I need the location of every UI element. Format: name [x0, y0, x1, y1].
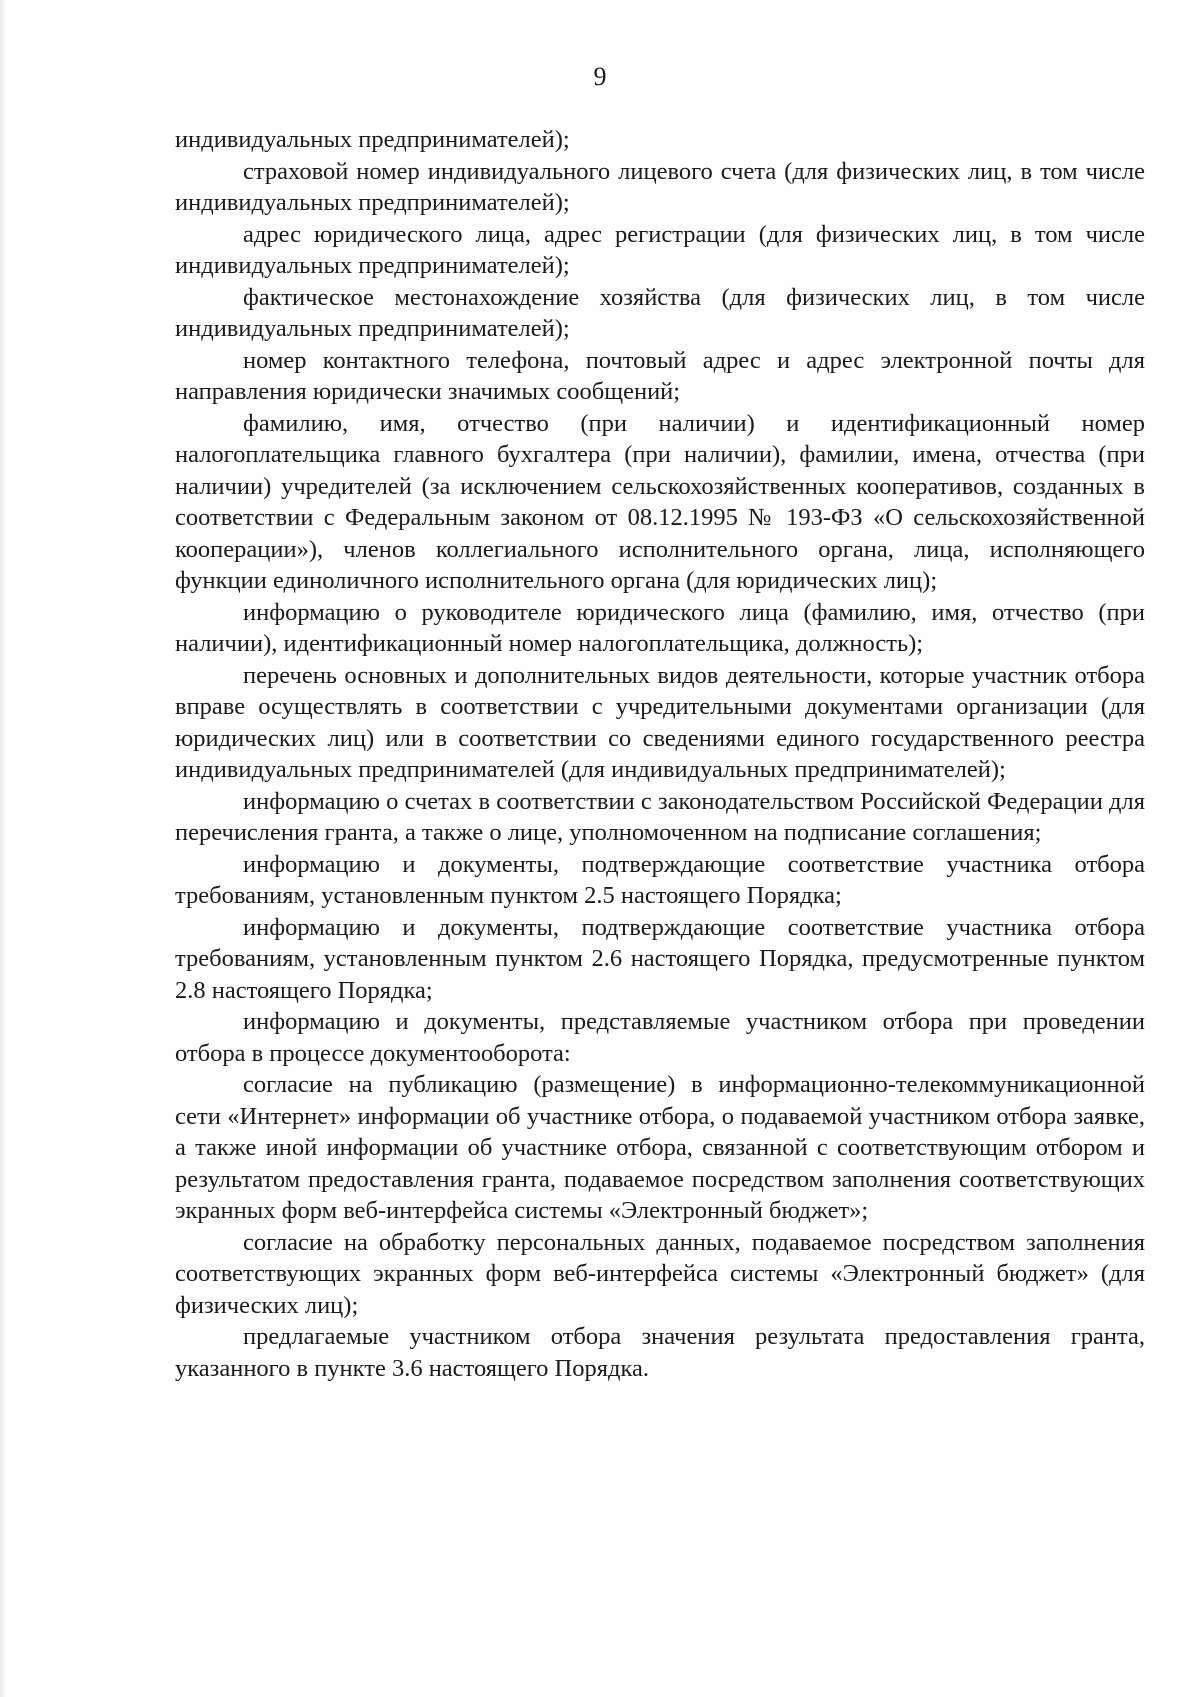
paragraph-activities-list: перечень основных и дополнительных видов деятельности, которые участник отбора вправе осуществлять в соответствии с учредительными документами организации (для юридических лиц) или в соответствии со сведениями единого государственного реестра индивидуальных предпринимателей (для индивидуальных предпринимателей);	[175, 661, 1145, 783]
paragraph-personal-data-consent: согласие на обработку персональных данных, подаваемое посредством заполнения соответствующих экранных форм веб-интерфейса системы «Электронный бюджет» (для физических лиц);	[175, 1228, 1145, 1319]
scan-edge-shadow	[0, 0, 6, 1697]
paragraph-requirements-2-6: информацию и документы, подтверждающие соответствие участника отбора требованиям, установленным пунктом 2.6 настоящего Порядка, предусмотренные пунктом 2.8 настоящего Порядка;	[175, 913, 1145, 1004]
document-body	[175, 124, 1145, 1384]
paragraph-result-values: предлагаемые участником отбора значения результата предоставления гранта, указанного в пункте 3.6 настоящего Порядка.	[175, 1323, 1145, 1382]
page-number: 9	[593, 62, 607, 91]
paragraph-workflow-documents: информацию и документы, представляемые участником отбора при проведении отбора в процессе документооборота:	[175, 1008, 1145, 1067]
paragraph-publication-consent: согласие на публикацию (размещение) в информационно-телекоммуникационной сети «Интернет» информации об участнике отбора, о подаваемой участником отбора заявке, а также иной информации об участнике отбора, связанной с соответствующим отбором и результатом предоставления гранта, подаваемое посредством заполнения соответствующих экранных форм веб-интерфейса системы «Электронный бюджет»;	[175, 1071, 1145, 1224]
paragraph-head-info: информацию о руководителе юридического лица (фамилию, имя, отчество (при наличии), идентификационный номер налогоплательщика, должность);	[175, 598, 1145, 657]
paragraph-continuation: индивидуальных предпринимателей);	[175, 126, 570, 153]
paragraph-bank-accounts: информацию о счетах в соответствии с законодательством Российской Федерации для перечисления гранта, а также о лице, уполномоченном на подписание соглашения;	[175, 787, 1145, 846]
paragraph-insurance-number: страховой номер индивидуального лицевого счета (для физических лиц, в том числе индивидуальных предпринимателей);	[175, 157, 1145, 216]
paragraph-requirements-2-5: информацию и документы, подтверждающие соответствие участника отбора требованиям, установленным пунктом 2.5 настоящего Порядка;	[175, 850, 1145, 909]
paragraph-farm-location: фактическое местонахождение хозяйства (для физических лиц, в том числе индивидуальных предпринимателей);	[175, 283, 1145, 342]
paragraph-contact-info: номер контактного телефона, почтовый адрес и адрес электронной почты для направления юридически значимых сообщений;	[175, 346, 1145, 405]
paragraph-accountant-founders: фамилию, имя, отчество (при наличии) и идентификационный номер налогоплательщика главного бухгалтера (при наличии), фамилии, имена, отчества (при наличии) учредителей (за исключением сельскохозяйственных кооперативов, созданных в соответствии с Федеральным законом от 08.12.1995 № 193-ФЗ «О сельскохозяйственной кооперации»), членов коллегиального исполнительного органа, лица, исполняющего функции единоличного исполнительного органа (для юридических лиц);	[175, 409, 1145, 594]
paragraph-legal-address: адрес юридического лица, адрес регистрации (для физических лиц, в том числе индивидуальных предпринимателей);	[175, 220, 1145, 279]
